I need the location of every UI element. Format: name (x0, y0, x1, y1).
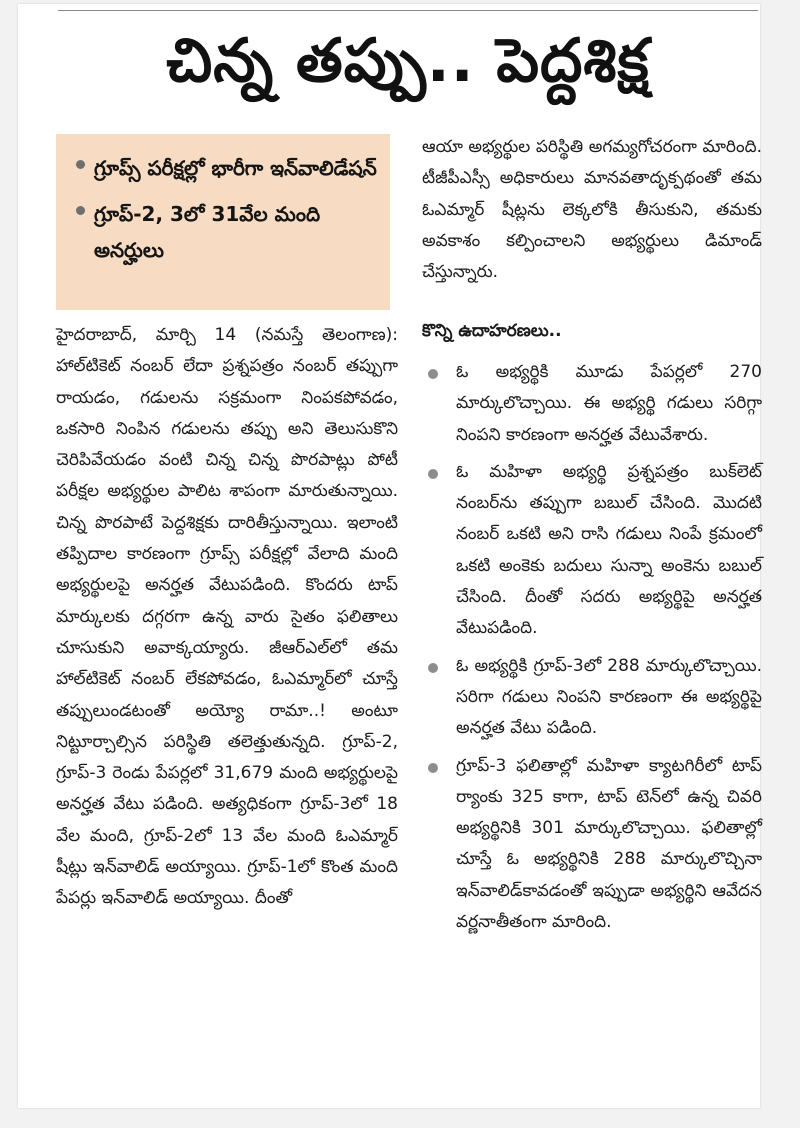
bullet-icon (428, 663, 438, 673)
highlight-item (72, 150, 380, 186)
example-item (422, 457, 762, 645)
article-body-right: ఆయా అభ్యర్థుల పరిస్థితి అగమ్యగోచరంగా మారింది. టీజీపీఎస్సీ అధికారులు మానవతాదృక్పథంతో తమ ఓఎమ్మార్ షీట్లను లెక్కలోకి తీసుకుని, తమకు అవకాశం కల్పించాలని అభ్యర్థులు డిమాండ్ చేస్తున్నారు. (422, 137, 762, 283)
example-item (422, 651, 762, 745)
article-body-left: హైదరాబాద్, మార్చి 14 (నమస్తే తెలంగాణ): హాల్‌టికెట్ నంబర్ లేదా ప్రశ్నపత్రం నంబర్ తప్పుగా రాయడం, గడులను సక్రమంగా నింపకపోవడం, ఒకసారి నింపిన గడులను తప్పు అని తెలుసుకొని చెరిపివేయడం వంటి చిన్న చిన్న పొరపాట్లు పోటీ పరీక్షల అభ్యర్థుల పాలిట శాపంగా మారుతున్నాయి. చిన్న పొరపాటే పెద్దశిక్షకు దారితీస్తున్నాయి. ఇలాంటి తప్పిదాల కారణంగా గ్రూప్స్ పరీక్షల్లో వేలాది మంది అభ్యర్థులపై అనర్హత వేటుపడింది. కొందరు టాప్ మార్కులకు దగ్గరగా ఉన్న వారు సైతం ఫలితాలు చూసుకుని అవాక్కయ్యారు. జీఆర్‌ఎల్‌లో తమ హాల్‌టికెట్ నంబర్ లేకపోవడం, ఓఎమ్మార్‌లో చూస్తే తప్పులుండటంతో అయ్యో రామా..! అంటూ నిట్టూర్చాల్సిన పరిస్థితి తలెత్తుతున్నది. గ్రూప్-2, గ్రూప్-3 రెండు పేపర్లలో 31,679 మంది అభ్యర్థులపై అనర్హత వేటు పడింది. అత్యధికంగా గ్రూప్-3లో 18 వేల మంది, గ్రూప్-2లో 13 వేల మంది ఓఎమ్మార్ షీట్లు ఇన్‌వాలిడ్ అయ్యాయి. గ్రూప్-1లో కొంత మంది పేపర్లు ఇన్‌వాలిడ్ అయ్యాయి. దీంతో (56, 325, 398, 909)
bullet-icon (76, 160, 85, 169)
newspaper-clipping (18, 4, 760, 1108)
highlights-box (56, 134, 390, 310)
highlight-item (72, 196, 380, 268)
example-text: ఓ మహిళా అభ్యర్థి ప్రశ్నపత్రం బుక్‌లెట్ నంబర్‌ను తప్పుగా బబుల్ చేసింది. మొదటి నంబర్ ఒకటి అని రాసి గడులు నింపే క్రమంలో ఒకటి అంకెకు బదులు సున్నా అంకెను బబుల్ చేసింది. దీంతో సదరు అభ్యర్థిపై అనర్హత వేటుపడింది. (456, 461, 762, 639)
example-item (422, 357, 762, 451)
highlight-text: గ్రూప్స్ పరీక్షల్లో భారీగా ఇన్‌వాలిడేషన్ (94, 156, 377, 180)
example-text: ఓ అభ్యర్థికి గ్రూప్-3లో 288 మార్కులొచ్చాయి. సరిగా గడులు నింపని కారణంగా ఈ అభ్యర్థిపై అనర్హత వేటు పడింది. (456, 655, 762, 739)
examples-heading: కొన్ని ఉదాహరణలు.. (422, 321, 562, 341)
example-text: గ్రూప్-3 ఫలితాల్లో మహిళా క్యాటగిరీలో టాప్ ర్యాంకు 325 కాగా, టాప్ టెన్‌లో ఉన్న చివరి అభ్యర్థినికి 301 మార్కులొచ్చాయి. ఫలితాల్లో చూస్తే ఓ అభ్యర్థినికి 288 మార్కులొచ్చినా ఇన్‌వాలిడ్‌కావడంతో ఇప్పుడా అభ్యర్థిని ఆవేదన వర్ణనాతీతంగా మారింది. (456, 755, 762, 933)
bullet-icon (428, 763, 438, 773)
highlight-text: గ్రూప్-2, 3లో 31వేల మంది అనర్హులు (94, 202, 321, 262)
example-text: ఓ అభ్యర్థికి మూడు పేపర్లలో 270 మార్కులొచ్చాయి. ఈ అభ్యర్థి గడులు సరిగ్గా నింపని కారణంగా అనర్హత వేటువేశారు. (456, 362, 762, 445)
bullet-icon (428, 369, 438, 379)
examples-list (422, 357, 762, 944)
bullet-icon (76, 206, 85, 215)
top-rule (58, 10, 758, 11)
bullet-icon (428, 469, 438, 479)
headline: చిన్న తప్పు.. పెద్దశిక్ష (166, 26, 650, 96)
example-item (422, 751, 762, 939)
